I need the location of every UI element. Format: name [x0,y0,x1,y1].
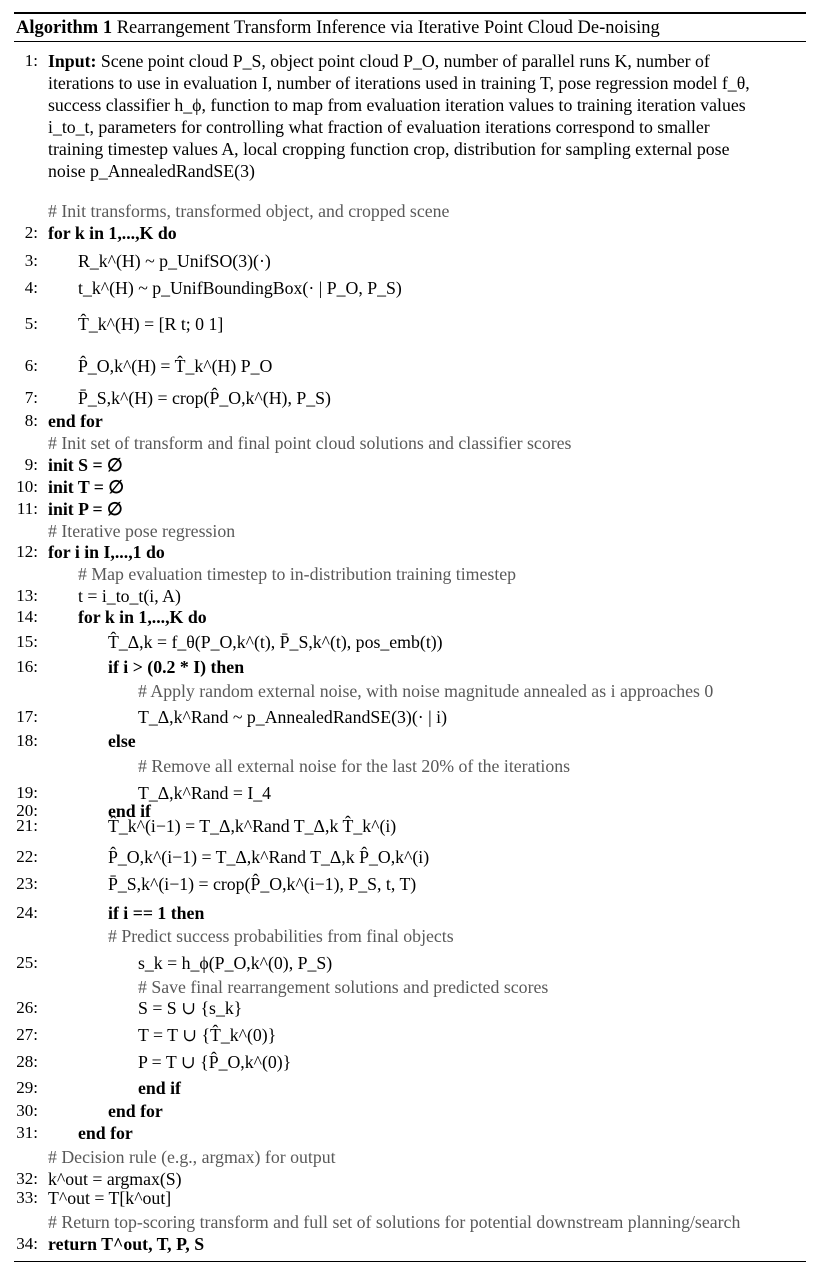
input-line: iterations to use in evaluation I, number of iterations used in training T, pose regression model f_θ, [48,73,750,93]
top-rule [14,12,806,14]
algorithm-statement: s_k = h_ϕ(P_O,k^(0), P_S) [138,953,333,973]
line-number: 26: [16,998,38,1017]
algorithm-statement: end for [78,1123,133,1143]
line-number: 4: [24,278,38,297]
line-number: 5: [24,314,38,333]
algorithm-statement: init T = ∅ [48,477,124,497]
algorithm-statement: T̂_k^(H) = [R t; 0 1] [78,314,224,334]
algorithm-comment: # Apply random external noise, with noise magnitude annealed as i approaches 0 [138,681,714,701]
line-number: 17: [16,707,38,726]
line-number: 28: [16,1052,38,1071]
algorithm-statement: for k in 1,...,K do [48,223,177,243]
line-number: 30: [16,1101,38,1120]
algorithm-statement: P̂_O,k^(i−1) = T_Δ,k^Rand T_Δ,k P̂_O,k^(i) [108,847,430,867]
line-number: 14: [16,607,38,626]
line-number: 29: [16,1078,38,1097]
algorithm-statement: R_k^(H) ~ p_UnifSO(3)(·) [78,251,271,271]
algorithm-comment: # Init set of transform and final point cloud solutions and classifier scores [48,433,572,453]
algorithm-statement: end for [108,1101,163,1121]
line-number: 32: [16,1169,38,1188]
line-number: 16: [16,657,38,676]
algorithm-statement: t = i_to_t(i, A) [78,586,181,606]
algorithm-statement: S = S ∪ {s_k} [138,998,243,1018]
algorithm-statement: T_Δ,k^Rand ~ p_AnnealedRandSE(3)(· | i) [138,707,447,727]
input-line: success classifier h_ϕ, function to map from evaluation iteration values to training iteration values [48,95,746,115]
line-number: 21: [16,816,38,835]
line-number: 1: [24,51,38,70]
line-number: 19: [16,783,38,802]
algorithm-caption [16,17,660,39]
line-number: 27: [16,1025,38,1044]
algorithm-statement: else [108,731,136,751]
algorithm-comment: # Return top-scoring transform and full set of solutions for potential downstream planning/search [48,1212,741,1232]
algorithm-statement: T^out = T[k^out] [48,1188,172,1208]
algorithm-statement: for i in I,...,1 do [48,542,165,562]
algorithm-statement: T_Δ,k^Rand = I_4 [138,783,272,803]
algorithm-statement: P = T ∪ {P̂_O,k^(0)} [138,1052,292,1072]
algorithm-title: Rearrangement Transform Inference via Iterative Point Cloud De-noising [116,18,660,38]
algorithm-comment: # Init transforms, transformed object, and cropped scene [48,201,450,221]
algorithm-label: Algorithm 1 [16,18,113,38]
line-number: 13: [16,586,38,605]
line-number: 2: [24,223,38,242]
line-number: 18: [16,731,38,750]
line-number: 10: [16,477,38,496]
algorithm-statement: end for [48,411,103,431]
algorithm-comment: # Save final rearrangement solutions and predicted scores [138,977,549,997]
algorithm-comment: # Decision rule (e.g., argmax) for output [48,1147,336,1167]
line-number: 9: [24,455,38,474]
algorithm-statement: init P = ∅ [48,499,123,519]
algorithm-statement: return T^out, T, P, S [48,1234,205,1254]
line-number: 25: [16,953,38,972]
algorithm-statement: T̂_k^(i−1) = T_Δ,k^Rand T_Δ,k T̂_k^(i) [108,816,397,836]
input-line: training timestep values A, local cropping function crop, distribution for sampling external pose [48,139,730,159]
line-number: 12: [16,542,38,561]
line-number: 3: [24,251,38,270]
algorithm-statement: P̂_O,k^(H) = T̂_k^(H) P_O [78,356,273,376]
input-line: Scene point cloud P_S, object point cloud P_O, number of parallel runs K, number of [100,51,710,71]
input-line: i_to_t, parameters for controlling what fraction of evaluation iterations correspond to smaller [48,117,710,137]
algorithm-statement: if i > (0.2 * I) then [108,657,245,677]
algorithm-statement: T̂_Δ,k = f_θ(P_O,k^(t), P̄_S,k^(t), pos_emb(t)) [108,632,443,652]
algorithm-statement: P̄_S,k^(i−1) = crop(P̂_O,k^(i−1), P_S, t, T) [108,874,417,894]
input-keyword: Input: [48,51,97,71]
algorithm-comment: # Iterative pose regression [48,521,236,541]
algorithm-statement: init S = ∅ [48,455,123,475]
input-line: noise p_AnnealedRandSE(3) [48,161,255,181]
algorithm-comment: # Map evaluation timestep to in-distribution training timestep [78,564,517,584]
algorithm-statement: for k in 1,...,K do [78,607,207,627]
line-number: 20: [16,801,38,820]
line-number: 33: [16,1188,38,1207]
caption-rule [14,41,806,42]
line-number: 6: [24,356,38,375]
line-number: 31: [16,1123,38,1142]
algorithm-statement: T = T ∪ {T̂_k^(0)} [138,1025,277,1045]
algorithm-statement: if i == 1 then [108,903,205,923]
algorithm-comment: # Remove all external noise for the last 20% of the iterations [138,756,571,776]
line-number: 23: [16,874,38,893]
line-number: 34: [16,1234,38,1253]
algorithm-statement: t_k^(H) ~ p_UnifBoundingBox(· | P_O, P_S) [78,278,402,298]
algorithm-statement: P̄_S,k^(H) = crop(P̂_O,k^(H), P_S) [78,388,331,408]
input-block [48,50,818,182]
line-number: 22: [16,847,38,866]
line-number: 11: [16,499,38,518]
bottom-rule [14,1261,806,1262]
line-number: 15: [16,632,38,651]
algorithm-statement: end if [108,801,151,821]
algorithm-comment: # Predict success probabilities from final objects [108,926,454,946]
line-number: 7: [24,388,38,407]
algorithm-statement: end if [138,1078,181,1098]
line-number: 8: [24,411,38,430]
line-number: 24: [16,903,38,922]
algorithm-statement: k^out = argmax(S) [48,1169,182,1189]
